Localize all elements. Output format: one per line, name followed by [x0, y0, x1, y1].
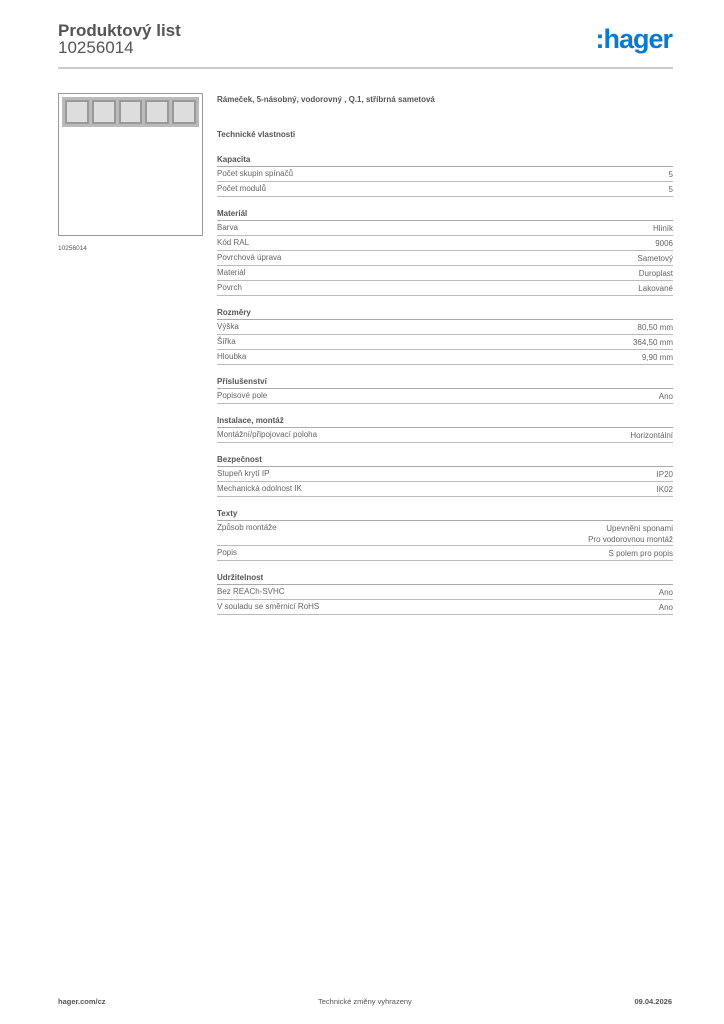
- section-title: Texty: [217, 506, 673, 521]
- spec-label: Materiál: [217, 268, 246, 277]
- section-title: Příslušenství: [217, 374, 673, 389]
- spec-row: [217, 221, 673, 236]
- spec-label: Povrchová úprava: [217, 253, 282, 262]
- spec-row: [217, 600, 673, 615]
- spec-label: Bez REACh-SVHC: [217, 587, 285, 596]
- section-title: Udržitelnost: [217, 570, 673, 585]
- spec-section: [217, 152, 673, 197]
- product-name: Rámeček, 5-násobný, vodorovný , Q.1, stříbrná sametová: [217, 95, 435, 104]
- section-title: Instalace, montáž: [217, 413, 673, 428]
- tech-title: Technické vlastnosti: [217, 130, 296, 139]
- spec-value: Duroplast: [638, 269, 673, 278]
- image-caption: 10256014: [58, 245, 87, 252]
- spec-row: [217, 521, 673, 546]
- spec-row: [217, 350, 673, 365]
- spec-label: V souladu se směrnicí RoHS: [217, 602, 320, 611]
- footer-date: 09.04.2026: [634, 997, 672, 1006]
- spec-row: [217, 266, 673, 281]
- spec-value: Ano: [658, 588, 673, 597]
- product-code: 10256014: [58, 38, 134, 57]
- spec-value: IP20: [656, 470, 673, 479]
- spec-row: [217, 585, 673, 600]
- spec-row: [217, 428, 673, 443]
- spec-label: Kód RAL: [217, 238, 250, 247]
- spec-label: Způsob montáže: [217, 523, 277, 532]
- spec-section: [217, 206, 673, 296]
- spec-row: [217, 251, 673, 266]
- spec-value: Lakované: [638, 284, 673, 293]
- page-title: Produktový list: [58, 21, 181, 40]
- spec-value: Hliník: [652, 224, 673, 233]
- product-image: [58, 93, 203, 236]
- spec-value: 80,50 mm: [637, 323, 673, 332]
- spec-label: Hloubka: [217, 352, 247, 361]
- footer-note: Technické změny vyhrazeny: [318, 997, 412, 1006]
- section-title: Kapacita: [217, 152, 673, 167]
- spec-row: [217, 281, 673, 296]
- spec-label: Šířka: [217, 337, 236, 346]
- spec-section: [217, 413, 673, 443]
- spec-label: Povrch: [217, 283, 242, 292]
- spec-value: IK02: [656, 485, 673, 494]
- spec-label: Popis: [217, 548, 238, 557]
- spec-value: 364,50 mm: [632, 338, 673, 347]
- spec-value: Horizontální: [630, 431, 673, 440]
- spec-value: Ano: [658, 603, 673, 612]
- spec-label: Výška: [217, 322, 239, 331]
- spec-section: [217, 506, 673, 561]
- spec-value: 5: [668, 170, 673, 179]
- spec-value: Ano: [658, 392, 673, 401]
- spec-row: [217, 482, 673, 497]
- spec-label: Počet modulů: [217, 184, 266, 193]
- spec-label: Barva: [217, 223, 238, 232]
- header-divider: [58, 67, 673, 69]
- spec-label: Popisové pole: [217, 391, 268, 400]
- spec-label: Montážní/připojovací poloha: [217, 430, 318, 439]
- section-title: Materiál: [217, 206, 673, 221]
- footer-website[interactable]: hager.com/cz: [58, 997, 106, 1006]
- spec-row: [217, 182, 673, 197]
- spec-row: [217, 467, 673, 482]
- spec-row: [217, 236, 673, 251]
- hager-logo: :hager: [595, 24, 672, 54]
- spec-value: 5: [668, 185, 673, 194]
- spec-section: [217, 305, 673, 365]
- spec-section: [217, 570, 673, 615]
- spec-label: Počet skupin spínačů: [217, 169, 294, 178]
- spec-row: [217, 389, 673, 404]
- spec-value: Upevnění sponami Pro vodorovnou montáž: [588, 524, 673, 544]
- spec-section: [217, 374, 673, 404]
- spec-row: [217, 320, 673, 335]
- spec-section: [217, 452, 673, 497]
- spec-value: 9,90 mm: [641, 353, 673, 362]
- spec-row: [217, 335, 673, 350]
- spec-row: [217, 167, 673, 182]
- spec-value: Sametový: [637, 254, 673, 263]
- spec-label: Stupeň krytí IP: [217, 469, 270, 478]
- spec-content: [217, 95, 673, 624]
- spec-row: [217, 546, 673, 561]
- spec-value: 9006: [655, 239, 673, 248]
- section-title: Rozměry: [217, 305, 673, 320]
- spec-label: Mechanická odolnost IK: [217, 484, 302, 493]
- section-title: Bezpečnost: [217, 452, 673, 467]
- spec-value: S polem pro popis: [608, 549, 673, 558]
